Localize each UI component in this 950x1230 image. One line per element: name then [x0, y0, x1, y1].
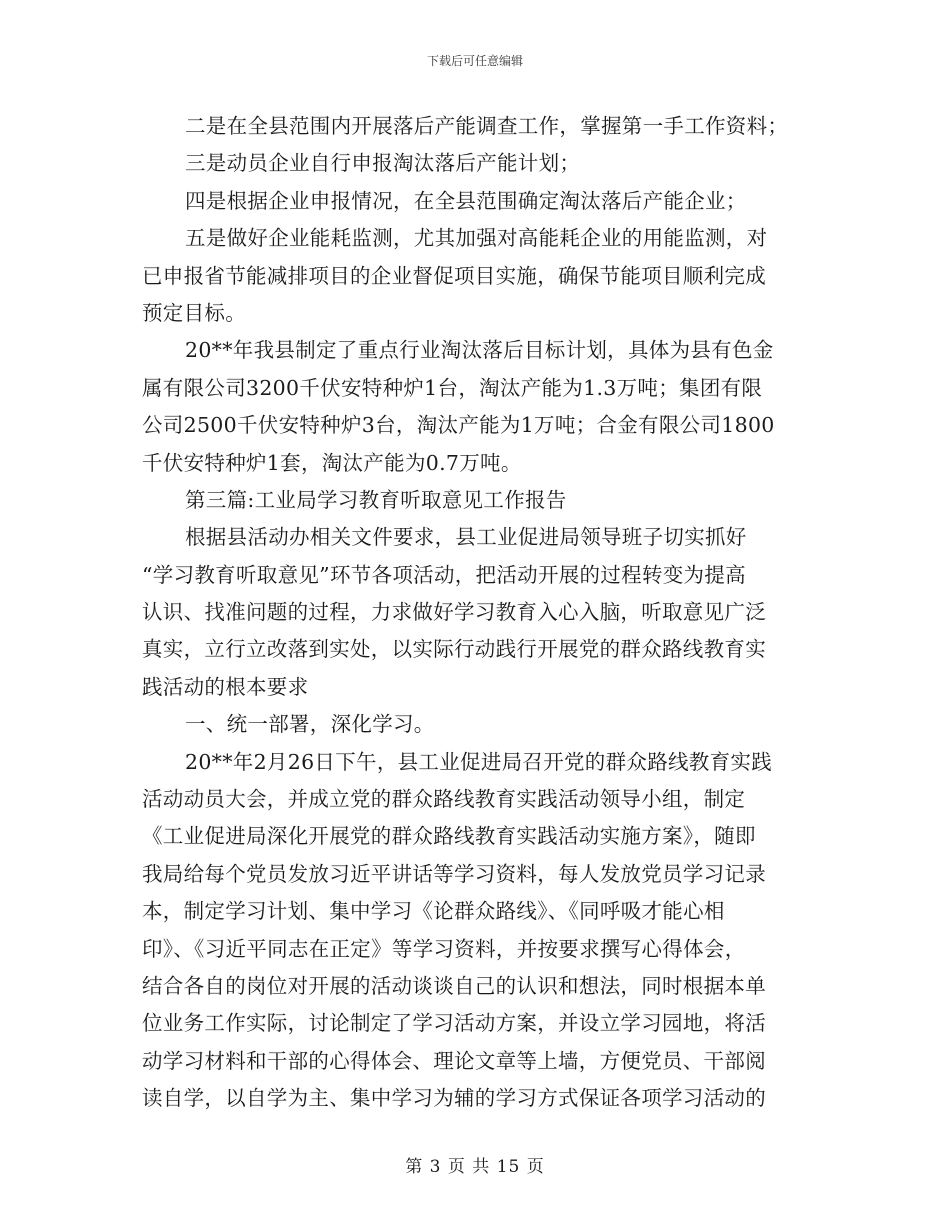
text-line: 千伏安特种炉1套，淘汰产能为0.7万吨。	[142, 450, 522, 475]
text-line: 公司2500千伏安特种炉3台，淘汰产能为1万吨；合金有限公司1800	[142, 413, 775, 438]
text-line: 四是根据企业申报情况，在全县范围确定淘汰落后产能企业；	[185, 188, 747, 213]
text-line: 印》、《习近平同志在正定》等学习资料，并按要求撰写心得体会，	[142, 936, 746, 961]
text-line: 20**年2月26日下午，县工业促进局召开党的群众路线教育实践	[185, 749, 773, 774]
text-line: 一、统一部署，深化学习。	[185, 712, 435, 737]
text-line: 属有限公司3200千伏安特种炉1台，淘汰产能为1.3万吨；集团有限	[142, 375, 763, 400]
text-line: 二是在全县范围内开展落后产能调查工作，掌握第一手工作资料；	[185, 114, 789, 138]
text-line: 第三篇:工业局学习教育听取意见工作报告	[185, 487, 567, 512]
document-body	[142, 108, 812, 1118]
text-line: 结合各自的岗位对开展的活动谈谈自己的认识和想法，同时根据本单	[142, 973, 766, 998]
text-line: 五是做好企业能耗监测，尤其加强对高能耗企业的用能监测，对	[185, 226, 768, 251]
text-line: 根据县活动办相关文件要求，县工业促进局领导班子切实抓好	[185, 525, 747, 550]
text-line: 已申报省节能减排项目的企业督促项目实施，确保节能项目顺利完成	[142, 263, 766, 288]
text-line: 《工业促进局深化开展党的群众路线教育实践活动实施方案》，随即	[142, 824, 756, 849]
text-line: 20**年我县制定了重点行业淘汰落后目标计划，具体为县有色金	[185, 338, 774, 363]
text-line: 活动动员大会，并成立党的群众路线教育实践活动领导小组，制定	[142, 787, 746, 812]
text-line: 动学习材料和干部的心得体会、理论文章等上墙，方便党员、干部阅	[142, 1048, 766, 1073]
text-line: 读自学，以自学为主、集中学习为辅的学习方式保证各项学习活动的	[142, 1086, 766, 1111]
text-line: 我局给每个党员发放习近平讲话等学习资料，每人发放党员学习记录	[142, 861, 766, 886]
text-line: 真实，立行立改落到实处，以实际行动践行开展党的群众路线教育实	[142, 637, 766, 662]
text-line: 预定目标。	[142, 300, 246, 325]
text-line: 认识、找准问题的过程，力求做好学习教育入心入脑，听取意见广泛	[142, 600, 766, 625]
page-header-note: 下载后可任意编辑	[426, 54, 523, 68]
text-line: 位业务工作实际，讨论制定了学习活动方案，并设立学习园地，将活	[142, 1011, 766, 1036]
page-number-footer: 第 3 页 共 15 页	[405, 1157, 545, 1177]
text-line: 本，制定学习计划、集中学习《论群众路线》、《同呼吸才能心相	[142, 899, 725, 924]
text-line: 践活动的根本要求	[142, 674, 309, 699]
text-line: “学习教育听取意见”环节各项活动，把活动开展的过程转变为提高	[142, 562, 746, 587]
text-line: 三是动员企业自行申报淘汰落后产能计划；	[185, 151, 581, 176]
